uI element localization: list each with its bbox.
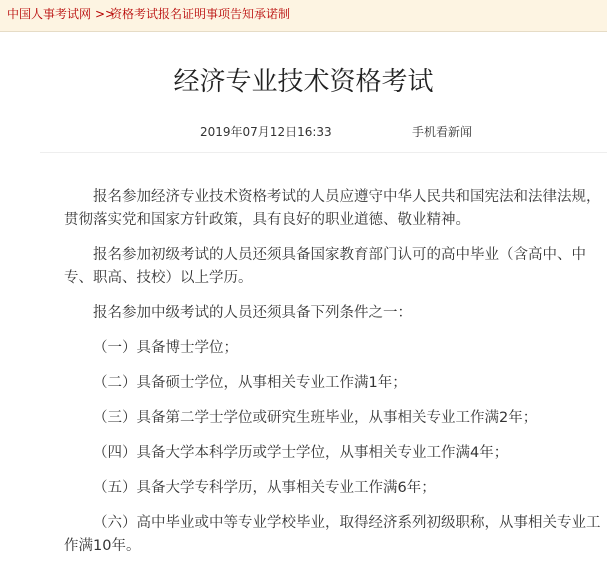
paragraph-junior-requirement: 报名参加初级考试的人员还须具备国家教育部门认可的高中毕业（含高中、中专、职高、技校）以上学历。 xyxy=(64,247,586,286)
condition-item-6: （六）高中毕业或中等专业学校毕业，取得经济系列初级职称，从事相关专业工作满10年。 xyxy=(64,515,601,554)
condition-item-2: （二）具备硕士学位，从事相关专业工作满1年； xyxy=(93,375,407,391)
breadcrumb-separator: >> xyxy=(95,7,116,21)
paragraph-intro: 报名参加经济专业技术资格考试的人员应遵守中华人民共和国宪法和法律法规，贯彻落实党和国家方针政策，具有良好的职业道德、敬业精神。 xyxy=(64,189,601,228)
breadcrumb-home-link[interactable]: 中国人事考试网 xyxy=(7,7,92,21)
condition-item-1: （一）具备博士学位； xyxy=(93,340,238,356)
condition-item-5: （五）具备大学专科学历，从事相关专业工作满6年； xyxy=(93,480,436,496)
article-body xyxy=(64,186,607,570)
paragraph-intermediate-requirement: 报名参加中级考试的人员还须具备下列条件之一： xyxy=(93,305,412,321)
breadcrumb-current-link[interactable]: 资格考试报名证明事项告知承诺制 xyxy=(110,7,291,21)
title-divider xyxy=(40,152,607,153)
condition-item-3: （三）具备第二学士学位或研究生班毕业，从事相关专业工作满2年； xyxy=(93,410,538,426)
condition-item-4: （四）具备大学本科学历或学士学位，从事相关专业工作满4年； xyxy=(93,445,509,461)
article-title: 经济专业技术资格考试 xyxy=(173,67,434,97)
mobile-view-link[interactable]: 手机看新闻 xyxy=(412,125,473,139)
breadcrumb xyxy=(0,0,607,32)
article-date: 2019年07月12日16:33 xyxy=(200,125,332,139)
